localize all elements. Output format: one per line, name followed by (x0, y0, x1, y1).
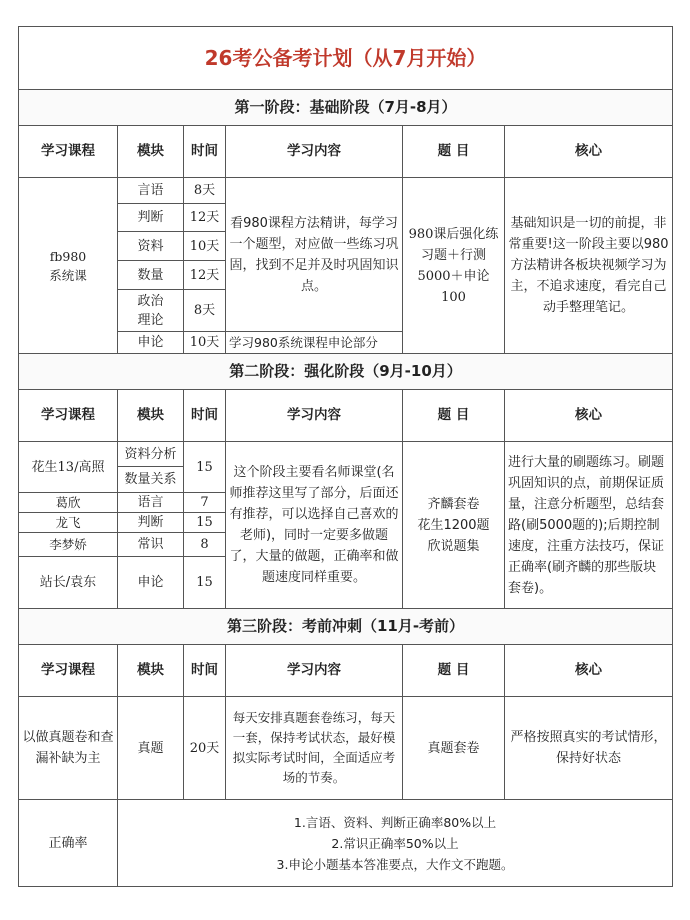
accuracy-row (19, 800, 673, 887)
stage3-content: 每天安排真题套卷练习，每天一套，保持考试状态，最好模拟实际考试时间，全面适应考场的节奏。 (226, 697, 403, 800)
stage2-time: 15 (184, 513, 226, 533)
stage1-content: 看980课程方法精讲，每学习一个题型，对应做一些练习巩固，找到不足并及时巩固知识点。 (226, 178, 403, 332)
stage1-content-shenlun: 学习980系统课程申论部分 (226, 332, 403, 354)
stage1-module: 政治 理论 (118, 290, 184, 332)
stage1-core: 基础知识是一切的前提，非常重要!这一阶段主要以980方法精讲各板块视频学习为主，不追求速度，看完自己动手整理笔记。 (505, 178, 673, 354)
accuracy-line: 3.申论小题基本答准要点，大作文不跑题。 (276, 856, 514, 872)
header-questions: 题 目 (403, 126, 505, 178)
stage1-module: 申论 (118, 332, 184, 354)
accuracy-line: 1.言语、资料、判断正确率80%以上 (293, 814, 497, 830)
study-plan-table (18, 26, 673, 887)
header-time: 时间 (184, 390, 226, 442)
stage3-time: 20天 (184, 697, 226, 800)
stage1-time: 10天 (184, 232, 226, 261)
header-module: 模块 (118, 645, 184, 697)
header-course: 学习课程 (19, 390, 118, 442)
stage3-heading: 第三阶段：考前冲刺（11月-考前） (19, 609, 673, 645)
stage1-heading: 第一阶段：基础阶段（7月-8月） (19, 90, 673, 126)
stage2-core: 进行大量的刷题练习。刷题巩固知识的点，前期保证质量，注意分析题型，总结套路(刷5000题的);后期控制速度，注重方法技巧，保证正确率(刷齐麟的那些版块套卷)。 (505, 442, 673, 609)
accuracy-line: 2.常识正确率50%以上 (331, 835, 459, 851)
stage1-course: fb980 系统课 (19, 178, 118, 354)
stage1-time: 8天 (184, 290, 226, 332)
stage3-questions: 真题套卷 (403, 697, 505, 800)
header-questions: 题 目 (403, 390, 505, 442)
stage2-course: 龙飞 (19, 513, 118, 533)
stage1-header-row (19, 126, 673, 178)
header-module: 模块 (118, 390, 184, 442)
table-row (19, 442, 673, 467)
stage1-module: 判断 (118, 204, 184, 232)
stage2-time: 15 (184, 442, 226, 493)
header-time: 时间 (184, 126, 226, 178)
stage2-course: 站长/袁东 (19, 557, 118, 609)
stage2-module: 判断 (118, 513, 184, 533)
stage2-module: 常识 (118, 533, 184, 557)
stage2-time: 7 (184, 493, 226, 513)
header-questions: 题 目 (403, 645, 505, 697)
header-course: 学习课程 (19, 645, 118, 697)
stage2-time: 8 (184, 533, 226, 557)
stage1-questions: 980课后强化练习题＋行测5000＋申论100 (403, 178, 505, 354)
stage2-module: 申论 (118, 557, 184, 609)
stage1-module: 言语 (118, 178, 184, 204)
stage3-course: 以做真题卷和查漏补缺为主 (19, 697, 118, 800)
stage2-heading: 第二阶段：强化阶段（9月-10月） (19, 354, 673, 390)
table-row (19, 697, 673, 800)
header-content: 学习内容 (226, 390, 403, 442)
stage3-core: 严格按照真实的考试情形，保持好状态 (505, 697, 673, 800)
stage1-module: 资料 (118, 232, 184, 261)
header-core: 核心 (505, 126, 673, 178)
stage2-course: 李梦娇 (19, 533, 118, 557)
stage2-time: 15 (184, 557, 226, 609)
stage2-header-row (19, 390, 673, 442)
accuracy-requirements (118, 800, 673, 887)
stage2-questions: 齐麟套卷 花生1200题 欣说题集 (403, 442, 505, 609)
stage2-module: 资料分析 (118, 442, 184, 467)
stage2-course: 花生13/高照 (19, 442, 118, 493)
table-row (19, 178, 673, 204)
stage1-time: 12天 (184, 204, 226, 232)
header-course: 学习课程 (19, 126, 118, 178)
header-content: 学习内容 (226, 126, 403, 178)
stage1-time: 10天 (184, 332, 226, 354)
study-plan-sheet (18, 26, 672, 887)
header-time: 时间 (184, 645, 226, 697)
stage2-module: 数量关系 (118, 467, 184, 493)
stage1-time: 8天 (184, 178, 226, 204)
stage1-time: 12天 (184, 261, 226, 290)
stage2-content: 这个阶段主要看名师课堂(名师推荐这里写了部分，后面还有推荐，可以选择自己喜欢的老师)，同时一定要多做题了，大量的做题，正确率和做题速度同样重要。 (226, 442, 403, 609)
header-core: 核心 (505, 390, 673, 442)
header-content: 学习内容 (226, 645, 403, 697)
stage2-course: 葛欣 (19, 493, 118, 513)
header-core: 核心 (505, 645, 673, 697)
plan-title: 26考公备考计划（从7月开始） (19, 27, 673, 90)
stage3-module: 真题 (118, 697, 184, 800)
accuracy-label: 正确率 (19, 800, 118, 887)
stage1-module: 数量 (118, 261, 184, 290)
header-module: 模块 (118, 126, 184, 178)
stage3-header-row (19, 645, 673, 697)
stage2-module: 语言 (118, 493, 184, 513)
